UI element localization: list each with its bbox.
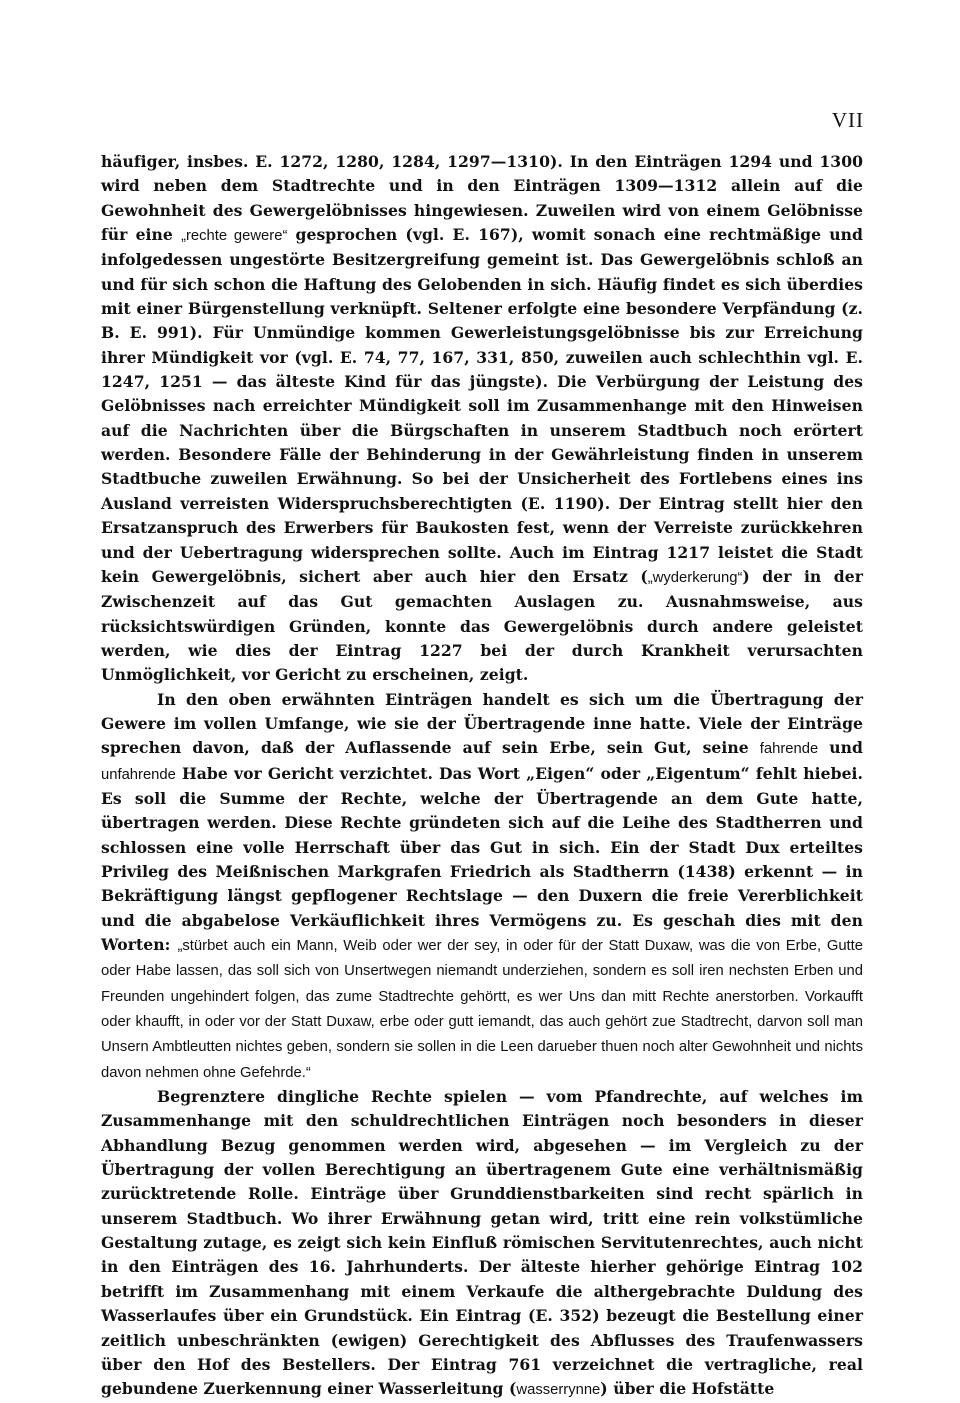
text-run: und [818, 738, 863, 758]
paragraph [101, 150, 863, 688]
text-run: gesprochen (vgl. E. 167), womit sonach eine rechtmäßige und infolgedessen ungestörte Besitzergreifung gemeint ist. Das Gewergelöbnis schloß an und für sich schon die Haftung des Gelobenden in sich. Häufig findet es sich überdies mit einer Bürgenstellung verknüpft. Seltener erfolgte eine besondere Verpfändung (z. B. E. 991). Für Unmündige kommen Gewerleistungsgelöbnisse bis zur Erreichung ihrer Mündigkeit vor (vgl. E. 74, 77, 167, 331, 850, zuweilen auch schlechthin vgl. E. 1247, 1251 — das älteste Kind für das jüngste). Die Verbürgung der Leistung des Gelöbnisses nach erreichter Mündigkeit soll im Zusammenhange mit den Hinweisen auf die Nachrichten über die Bürgschaften in unserem Stadtbuch noch erörtert werden. Besondere Fälle der Behinderung in der Gewährleistung finden in unserem Stadtbuche zuweilen Erwähnung. So bei der Unsicherheit des Fortlebens eines ins Ausland verreisten Widerspruchsberechtigten (E. 1190). Der Eintrag stellt hier den Ersatzanspruch des Erwerbers für Baukosten fest, wenn der Verreiste zurückkehren und der Uebertragung widersprechen sollte. Auch im Eintrag 1217 leistet die Stadt kein Gewergelöbnis, sichert aber auch hier den Ersatz ( [101, 225, 863, 586]
text-run: ) der in der Zwischenzeit auf das Gut gemachten Auslagen zu. Ausnahmsweise, aus rücksichtswürdigen Gründen, konnte das Gewergelöbnis durch andere geleistet werden, wie dies der Eintrag 1227 bei der durch Krankheit verursachten Unmöglichkeit, vor Gericht zu erscheinen, zeigt. [101, 566, 863, 685]
page-body [101, 150, 863, 1403]
paragraph [101, 1085, 863, 1402]
quoted-term: „stürbet auch ein Mann, Weib oder wer der sey, in oder für der Statt Duxaw, was die von Erbe, Gutte oder Habe lassen, das soll sich von Unsertwegen niemandt underziehen, sondern es soll iren nechsten Erben und Freunden ungehindert folgen, das zume Stadtrechte gehörtt, es wer Uns dan mitt Rechte anerstorben. Vorkaufft oder khaufft, in oder vor der Statt Duxaw, erbe oder gutt iemandt, das auch gehört zue Stadtrecht, darvon soll man Unsern Ambtleutten nichtes geben, sondern sie sollen in die Leen darueber thuen noch alter Gewohnheit und nichts davon nehmen ohne Gefehrde.“ [101, 938, 864, 1081]
paragraph [101, 688, 863, 1086]
page-number: VII [831, 108, 864, 132]
text-run: In den oben erwähnten Einträgen handelt es sich um die Übertragung der Gewere im vollen Umfange, wie sie der Übertragende inne hatte. Viele der Einträge sprechen davon, daß der Auflassende auf sein Erbe, sein Gut, seine [101, 689, 863, 758]
quoted-term: fahrende [759, 741, 819, 758]
text-run: Begrenztere dingliche Rechte spielen — vom Pfandrechte, auf welches im Zusammenhange mit den schuldrechtlichen Einträgen noch besonders in dieser Abhandlung Bezug genommen werden wird, abgesehen — im Vergleich zu der Übertragung der vollen Berechtigung an übertragenem Gute eine verhältnismäßig zurücktretende Rolle. Einträge über Grunddienstbarkeiten sind recht spärlich in unserem Stadtbuch. Wo ihrer Erwähnung getan wird, tritt eine rein volkstümliche Gestaltung zutage, es zeigt sich kein Einfluß römischen Servitutenrechtes, auch nicht in den Einträgen des 16. Jahrhunderts. Der älteste hierher gehörige Eintrag 102 betrifft im Zusammenhang mit einem Verkaufe die althergebrachte Duldung des Wasserlaufes über ein Grundstück. Ein Eintrag (E. 352) bezeugt die Bestellung einer zeitlich unbeschränkten (ewigen) Gerechtigkeit des Abflusses des Traufenwassers über den Hof des Bestellers. Der Eintrag 761 verzeichnet die vertragliche, real gebundene Zuerkennung einer Wasserleitung ( [101, 1087, 863, 1399]
quoted-term: „wyderkerung“ [647, 569, 743, 586]
quoted-term: wasserrynne [516, 1382, 601, 1399]
text-run: Habe vor Gericht verzichtet. Das Wort „Eigen“ oder „Eigentum“ fehlt hiebei. Es soll die Summe der Rechte, welche der Übertragende an dem Gute hatte, übertragen werden. Diese Rechte gründeten sich auf die Leihe des Stadtherren und schlossen eine volle Herrschaft über das Gut in sich. Ein der Stadt Dux erteiltes Privileg des Meißnischen Markgrafen Friedrich als Stadtherrn (1438) erkennt — in Bekräftigung längst gepflogener Rechtslage — den Duxern die freie Vererblichkeit und die abgabelose Verkäuflichkeit ihres Vermögens zu. Es geschah dies mit den Worten: [101, 763, 863, 954]
text-run: ) über die Hofstätte [600, 1379, 775, 1399]
quoted-term: unfahrende [101, 766, 176, 783]
text-run: häufiger, insbes. E. 1272, 1280, 1284, 1297—1310). In den Einträgen 1294 und 1300 wird neben dem Stadtrechte und in den Einträgen 1309—1312 allein auf die Gewohnheit des Gewergelöbnisses hingewiesen. Zuweilen wird von einem Gelöbnisse für eine [101, 152, 863, 245]
quoted-term: „rechte gewere“ [181, 228, 288, 245]
